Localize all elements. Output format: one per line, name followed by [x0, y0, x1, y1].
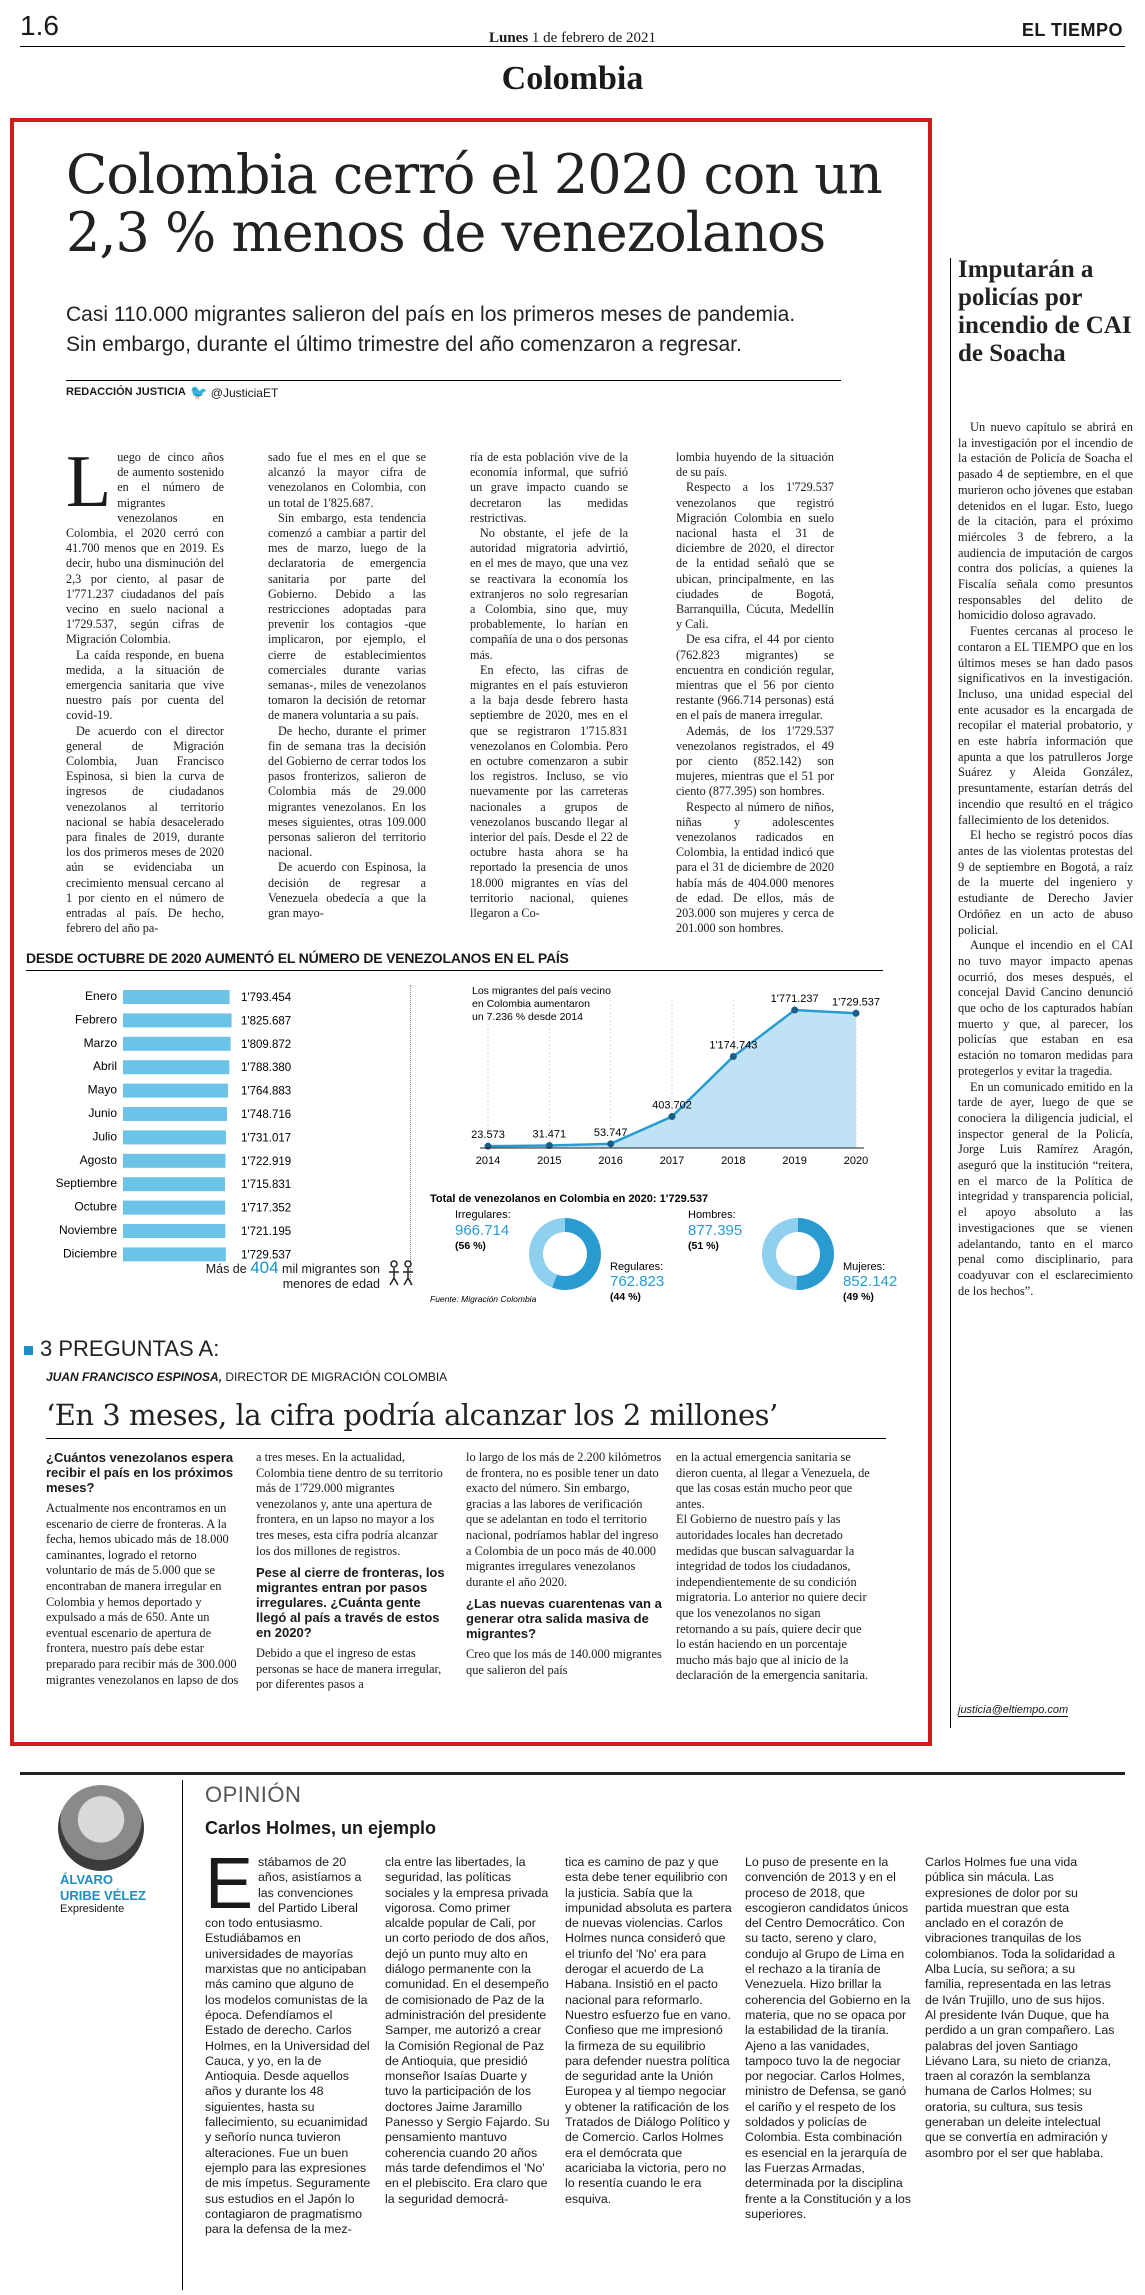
minors-number: 404: [250, 1258, 279, 1277]
opinion-text: Lo puso de presente en la convención de 2013 y en el proceso de 2018, que escogieron candidatos únicos del Centro Democrático. Con su tacto, sereno y claro, condujo al Grupo de Lima en el rechazo a la tiranía de Venezuela. Hizo brillar la coherencia del Gobierno en la materia, que no se opaca por la estabilidad de la tiranía. Ajeno a las vanidades, tampoco tuvo la de negociar por negociar. Carlos Holmes, ministro de Defensa, se ganó el cariño y el respeto de los soldados y policías de Colombia. Esta combinación es esencial en la jerarquía de las Fuerzas Armadas, determinada por la disciplina frente a la Constitución y a los superiores.: [745, 1855, 911, 2221]
infographic-divider: [410, 985, 411, 1285]
bar-marzo: [123, 1037, 231, 1051]
infographic-rule: [26, 970, 883, 971]
sidebar-rule: [950, 258, 951, 1728]
donut-slice: [762, 1218, 798, 1290]
opinion-dropcap: E: [205, 1844, 254, 1924]
children-icon: [386, 1258, 416, 1288]
bar-category-label: Noviembre: [58, 1223, 117, 1237]
donut-pct: (56 %): [455, 1240, 486, 1252]
bar-value-label: 1'731.017: [241, 1132, 292, 1145]
author-last-name: URIBE VÉLEZ: [60, 1888, 146, 1903]
line-chart-note: en Colombia aumentaron: [472, 998, 590, 1010]
article-paragraph: Respecto al número de niños, niñas y adolescentes venezolanos radicados en Colombia, la entidad indicó que para el 31 de diciembre de 2020 había más de 404.000 menores de edad. De ellos, más de 203.000 son mujeres y cerca de 201.000 son hombres.: [676, 799, 834, 936]
source-note: Fuente: Migración Colombia: [430, 1294, 537, 1304]
page-number: 1.6: [20, 10, 59, 41]
point-value-label: 31.471: [532, 1128, 567, 1141]
bar-value-label: 1'748.716: [241, 1109, 292, 1121]
donut-pct: (44 %): [610, 1291, 641, 1303]
x-tick-label: 2017: [659, 1155, 685, 1167]
opinion-rule: [20, 1772, 1125, 1775]
byline: REDACCIÓN JUSTICIA: [66, 386, 186, 398]
interview-question: Pese al cierre de fronteras, los migrantes entran por pasos irregulares. ¿Cuánta gente llegó al país a través de estos en 2020?: [256, 1565, 445, 1641]
bar-agosto: [123, 1154, 225, 1168]
article-paragraph: Respecto a los 1'729.537 venezolanos que registró Migración Colombia en suelo nacional hasta el 31 de diciembre de 2020, el director de la entidad señaló que se ubican, principalmente, en las ciudades de Bogotá, Barranquilla, Cúcuta, Medellín y Cali.: [676, 480, 834, 632]
opinion-column-5: [925, 1855, 1115, 2161]
opinion-text: cla entre las libertades, la seguridad, las políticas sociales y la empresa privada vigorosa. Como primer alcalde popular de Cali, por un corto periodo de dos años, dejó un punto muy alto en diálogo permanente con la comunidad. En el desempeño de comisionado de Paz de la administración del presidente Samper, me autorizó a crear la Comisión Regional de Paz de Antioquia, que presidió monseñor Isaías Duarte y tuvo la participación de los doctores Jaime Jaramillo Panesso y Sergio Fajardo. Su pensamiento mantuvo coherencia cuando 20 años más tarde defendimos el 'No' en el plebiscito. Era claro que la seguridad democrá-: [385, 1855, 550, 2206]
x-tick-label: 2018: [721, 1155, 746, 1167]
interview-person: [46, 1370, 447, 1384]
interview-column-1: [46, 1450, 242, 1694]
data-point: [669, 1113, 676, 1120]
author-avatar: [58, 1785, 144, 1871]
minors-note: [160, 1260, 380, 1292]
bar-abril: [123, 1060, 229, 1074]
opinion-text: tica es camino de paz y que esta debe tener equilibrio con la justicia. Sabía que la impunidad absoluta es partera de nuevas violencias. Carlos Holmes nunca consideró que el triunfo del 'No' era para derogar el acuerdo de La Habana. Insistió en el pacto nacional para reformarlo. Nuestro esfuerzo fue en vano. Confieso que me impresionó la firmeza de su equilibrio para defender nuestra política de seguridad ante la Unión Europea y al tiempo negociar y obtener la ratificación de los Tratados de Diálogo Político y de Comercio. Carlos Holmes era el demócrata que acariciaba la victoria, pero no lo resentía cuando le era esquiva.: [565, 1855, 732, 2206]
donut-slice: [796, 1218, 834, 1290]
donut-pct: (49 %): [843, 1291, 874, 1303]
brand-logo: EL TIEMPO: [1021, 20, 1123, 40]
header-rule: [20, 46, 1125, 47]
donut-pct: (51 %): [688, 1240, 719, 1252]
interview-answer: lo largo de los más de 2.200 kilómetros de frontera, no es posible tener un dato exacto del número. Sin embargo, gracias a las labores de verificación que se adelantan en todo el territorio nacional, podríamos hablar del ingreso a Colombia de un poco más de 40.000 migrantes irregulares venezolanos durante el año 2020.: [466, 1450, 662, 1589]
section-title: Colombia: [501, 60, 644, 97]
sidebar-email-link[interactable]: justicia@eltiempo.com: [958, 1704, 1069, 1716]
sidebar-paragraph: Aunque el incendio en el CAI no tuvo mayor impacto apenas ocurrió, dos meses después, el concejal David Cancino denunció que ocho de los capturados habían muerto y que, al parecer, los policías que estaban en esa estación no tomaron medidas para protegerlos y evitar la tragedia.: [958, 938, 1133, 1078]
interview-answer: Creo que los más de 140.000 migrantes que salieron del país: [466, 1647, 662, 1677]
bar-noviembre: [123, 1224, 225, 1238]
interviewee-role: DIRECTOR DE MIGRACIÓN COLOMBIA: [222, 1370, 448, 1384]
bar-mayo: [123, 1084, 228, 1098]
sidebar-paragraph: Un nuevo capítulo se abrirá en la investigación por el incendio de la estación de Policía de Soacha el pasado 4 de septiembre, en el que murieron ocho jóvenes que estaban detenidos en el lugar. Esto, luego de la citación, para el próximo miércoles 3 de febrero, a la audiencia de imputación de cargos contra dos policías, a quienes la Fiscalía señala como presuntos responsables del delito de homicidio doloso agravado.: [958, 420, 1133, 623]
article-column-3: [470, 450, 628, 921]
article-paragraph: De acuerdo con Espinosa, la decisión de regresar a Venezuela obedecía a que la gran mayo-: [268, 860, 426, 921]
point-value-label: 403.702: [652, 1099, 692, 1112]
bar-value-label: 1'764.883: [241, 1085, 292, 1098]
opinion-column-2: [385, 1855, 553, 2207]
point-value-label: 23.573: [471, 1129, 505, 1142]
x-tick-label: 2019: [782, 1155, 807, 1167]
bar-value-label: 1'729.537: [241, 1249, 292, 1262]
bar-category-label: Junio: [88, 1106, 117, 1120]
line-chart-note: Los migrantes del país vecino: [472, 985, 611, 997]
bar-value-label: 1'825.687: [241, 1015, 292, 1028]
bar-value-label: 1'788.380: [241, 1062, 292, 1075]
interview-title: 3 PREGUNTAS A:: [40, 1336, 220, 1361]
sidebar-body: [958, 420, 1133, 1299]
bar-category-label: Julio: [92, 1129, 117, 1144]
sidebar-paragraph: Fuentes cercanas al proceso le contaron a EL TIEMPO que en los últimos meses se han dado pasos significativos en la investigación. Incluso, una unidad especial del ente acusador es la encargada de recopilar el material probatorio, y en este habría información que apunta a que los patrulleros Jorge Suárez y Aleida González, presuntamente, estarían detrás del incendio que resultó en el trágico fallecimiento de los detenidos.: [958, 624, 1133, 827]
interview-answer: en la actual emergencia sanitaria se dieron cuenta, al llegar a Venezuela, de que las cosas están mucho peor que antes.: [676, 1450, 870, 1511]
donut-title: Total de venezolanos en Colombia en 2020: 1'729.537: [430, 1193, 709, 1205]
bar-category-label: Diciembre: [62, 1246, 117, 1261]
article-paragraph: Además, de los 1'729.537 venezolanos registrados, el 49 por ciento (852.142) son mujeres, mientras que el 51 por ciento (877.395) son hombres.: [676, 723, 834, 799]
article-paragraph: De hecho, durante el primer fin de semana tras la decisión del Gobierno de cerrar todos los pasos fronterizos, salieron de Colombia más de 29.000 migrantes venezolanos. En los meses siguientes, otras 109.000 personas salieron del territorio nacional.: [268, 723, 426, 860]
twitter-handle[interactable]: [190, 384, 278, 401]
point-value-label: 1'174.743: [709, 1039, 758, 1052]
interview-column-4: [676, 1450, 872, 1690]
point-value-label: 1'729.537: [832, 996, 880, 1009]
article-column-2: [268, 450, 426, 921]
yearly-area-chart: [420, 976, 890, 1186]
article-column-1: [66, 441, 224, 937]
subhead-line-1: Casi 110.000 migrantes salieron del país en los primeros meses de pandemia.: [66, 303, 796, 326]
interview-answer: Actualmente nos encontramos en un escenario de cierre de fronteras. A la fecha, hemos ubicado más de 18.000 caminantes, logrado el retorno voluntario de más de 5.000 que se encontraban de manera irregular en Colombia y hemos deportado y expulsado a más de 650. Ante un eventual escenario de apertura de frontera, nuestro país debe estar preparado para recibir más de 300.000 migrantes venezolanos en lapso de dos: [46, 1501, 239, 1687]
minors-note-pre: Más de: [205, 1262, 251, 1276]
infographic-title: DESDE OCTUBRE DE 2020 AUMENTÓ EL NÚMERO DE VENEZOLANOS EN EL PAÍS: [26, 950, 569, 966]
opinion-column-3: [565, 1855, 733, 2207]
bar-value-label: 1'717.352: [241, 1202, 292, 1215]
interviewee-name: JUAN FRANCISCO ESPINOSA,: [46, 1370, 223, 1384]
interview-question: ¿Cuántos venezolanos espera recibir el país en los próximos meses?: [46, 1450, 234, 1495]
bar-value-label: 1'809.872: [241, 1038, 292, 1051]
bar-category-label: Agosto: [79, 1152, 117, 1167]
opinion-title: Carlos Holmes, un ejemplo: [205, 1818, 437, 1838]
x-tick-label: 2016: [598, 1155, 623, 1167]
author-role: Expresidente: [60, 1903, 125, 1915]
donut-value: 966.714: [455, 1222, 510, 1239]
article-paragraph: En efecto, las cifras de migrantes en el país estuvieron a la baja desde febrero hasta septiembre de 2020, mes en el que se registraron 1'715.831 venezolanos en Colombia. Pero en octubre comenzaron a subir los registros. Incluso, se vio nuevamente por las carreteras nacionales a grupos de venezolanos buscando llegar al interior del país. Desde el 22 de octubre hasta ahora se ha reportado la presencia de unos 18.000 migrantes en vías del territorio nacional, quienes llegaron a Co-: [470, 662, 628, 921]
twitter-handle-text: @JusticiaET: [210, 386, 279, 400]
donut-label: Hombres:: [688, 1209, 736, 1221]
interview-quote: ‘En 3 meses, la cifra podría alcanzar los 2 millones’: [46, 1398, 778, 1432]
x-tick-label: 2015: [537, 1155, 562, 1167]
sidebar-paragraph: El hecho se registró pocos días antes de las violentas protestas del 9 de septiembre en Bogotá, a raíz de la muerte del ingeniero y estudiante de Derecho Javier Ordóñez en un acto de abuso policial.: [958, 828, 1133, 937]
bar-value-label: 1'721.195: [241, 1226, 292, 1238]
twitter-icon: 🐦: [190, 384, 208, 400]
minors-note-post: mil migrantes son menores de edad: [278, 1262, 380, 1291]
interview-column-3: [466, 1450, 662, 1685]
bar-category-label: Septiembre: [55, 1176, 117, 1191]
interview-answer: Debido a que el ingreso de estas personas se hace de manera irregular, por diferentes pasos a: [256, 1646, 442, 1692]
bar-febrero: [123, 1013, 232, 1027]
date-day: Lunes: [488, 30, 529, 46]
article-paragraph: lombia huyendo de la situación de su país.: [676, 450, 834, 480]
byline-rule: [66, 380, 841, 381]
data-point: [607, 1140, 614, 1147]
donut-charts: [420, 1190, 898, 1310]
monthly-bar-chart: [26, 976, 406, 1276]
opinion-column-1: [205, 1844, 373, 2237]
interview-column-2: [256, 1450, 452, 1699]
bar-value-label: 1'722.919: [241, 1155, 292, 1168]
bar-category-label: Febrero: [74, 1012, 117, 1027]
bar-octubre: [123, 1201, 225, 1215]
interview-answer: a tres meses. En la actualidad, Colombia tiene dentro de su territorio más de 1'729.000 migrantes venezolanos y, ante una apertura de frontera, en un lapso no mayor a los tres meses, esta cifra podría alcanzar los dos millones de registros.: [256, 1450, 443, 1558]
bar-septiembre: [123, 1177, 225, 1191]
point-value-label: 1'771.237: [770, 993, 819, 1006]
x-tick-label: 2014: [475, 1155, 501, 1167]
article-paragraph: La caída responde, en buena medida, a la situación de emergencia sanitaria que vive nuestro país por cuenta del covid-19.: [66, 647, 224, 723]
area-fill: [488, 1010, 856, 1148]
data-point: [485, 1143, 492, 1150]
opinion-label: OPINIÓN: [205, 1782, 302, 1807]
bar-value-label: 1'793.454: [241, 992, 292, 1004]
line-chart-note: un 7.236 % desde 2014: [472, 1011, 583, 1023]
author-first-name: ÁLVARO: [60, 1872, 113, 1887]
bar-julio: [123, 1130, 226, 1144]
interview-question: ¿Las nuevas cuarentenas van a generar otra salida masiva de migrantes?: [466, 1596, 662, 1642]
donut-value: 852.142: [843, 1273, 898, 1290]
article-column-4: [676, 450, 834, 937]
bar-junio: [123, 1107, 227, 1121]
x-tick-label: 2020: [843, 1155, 869, 1167]
article-headline: [66, 143, 886, 264]
article-paragraph: Sin embargo, esta tendencia comenzó a cambiar a partir del mes de marzo, luego de la declaratoria de emergencia sanitaria por parte del Gobierno. Debido a las restricciones adoptadas para prevenir los contagios -que implicaron, por ejemplo, el cierre de establecimientos comerciales durante varias semanas-, miles de venezolanos tomaron la decisión de retornar de manera voluntaria a su país.: [268, 510, 426, 723]
article-paragraph: De acuerdo con el director general de Migración Colombia, Juan Francisco Espinosa, si bien la curva de ingresos de ciudadanos venezolanos al territorio nacional se había desacelerado para finales de 2019, durante los dos primeros meses de 2020 aún se evidenciaba un crecimiento mensual cercano al 1 por ciento en el número de entradas al país. De hecho, febrero del año pa-: [66, 723, 224, 936]
bar-value-label: 1'715.831: [241, 1179, 292, 1192]
author-name: [60, 1872, 146, 1904]
donut-label: Mujeres:: [843, 1261, 886, 1273]
opinion-text: stábamos de 20 años, asistíamos a las convenciones del Partido Liberal con todo entusiasmo. Estudiábamos en universidades de mayorías marxistas que no anticipaban más camino que alguno de los modelos comunistas de la época. Defendíamos el Estado de derecho. Carlos Holmes, en la Universidad del Cauca, y yo, en la de Antioquia. Desde aquellos años y durante los 48 siguientes, hasta su fallecimiento, su ecuanimidad y señorío nunca tuvieron alteraciones. Fue un buen ejemplo para las expresiones de mis ímpetus. Seguramente sus estudios en el Japón lo contagiaron de pragmatismo para la defensa de la mez-: [205, 1855, 371, 2237]
dropcap: L: [66, 441, 112, 523]
data-point: [730, 1053, 737, 1060]
data-point: [791, 1007, 798, 1014]
article-paragraph: No obstante, el jefe de la autoridad migratoria advirtió, en el mes de mayo, que una vez se reactivara la economía los extranjeros no solo regresarían a Colombia, sino que, muy probablemente, lo harían en compañía de una o dos personas más.: [470, 526, 628, 662]
article-paragraph: uego de cinco años de aumento sostenido en el número de migrantes venezolanos en Colombia, el 2020 cerró con 41.700 menos que en 2019. Es decir, hubo una disminución del 2,3 por ciento, al pasar de 1'771.237 ciudadanos del país vecino en suelo nacional a 1'729.537, según cifras de Migración Colombia.: [66, 450, 224, 647]
headline-line-2: 2,3 % menos de venezolanos: [66, 201, 826, 264]
bar-category-label: Mayo: [87, 1082, 117, 1097]
donut-value: 877.395: [688, 1222, 743, 1239]
dateline: [0, 30, 1145, 47]
opinion-text: Carlos Holmes fue una vida pública sin mácula. Las expresiones de dolor por su partida muestran que esta anclado en el corazón de vibraciones tranquilas de los colombianos. Toda la solidaridad a Alba Lucía, su señora; a su familia, representada en las letras de Iván Trujillo, uno de sus hijos. Al presidente Iván Duque, que ha perdido a un gran compañero. Las palabras del joven Santiago Liévano Lara, su nieto de crianza, traen al corazón la semblanza humana de Carlos Holmes; su oratoria, su cultura, sus tesis generaban un deleite intelectual que se convertía en admiración y asombro por el ser que hablaba.: [925, 1855, 1115, 2160]
bar-category-label: Abril: [92, 1059, 117, 1074]
section-marker-icon: [24, 1346, 33, 1355]
bar-category-label: Enero: [84, 989, 117, 1003]
article-subhead: [66, 300, 886, 360]
sidebar-headline: Imputarán a policías por incendio de CAI de Soacha: [958, 256, 1132, 367]
headline-line-1: Colombia cerró el 2020 con un: [66, 143, 882, 206]
interview-answer: El Gobierno de nuestro país y las autoridades locales han decretado medidas que buscan salvaguardar la integridad de todos los ciudadanos, independientemente de su condición migratoria. Lo anterior no quiere decir que los venezolanos no sigan retornando a su país, quiere decir que lo están haciendo en un porcentaje mucho más bajo que al inicio de la declaración de la emergencia sanitaria.: [676, 1512, 869, 1683]
article-paragraph: De esa cifra, el 44 por ciento (762.823 migrantes) se encuentra en condición regular, mientras que el 56 por ciento restante (966.714 personas) está en el país de manera irregular.: [676, 632, 834, 723]
donut-label: Irregulares:: [455, 1209, 511, 1221]
point-value-label: 53.747: [593, 1126, 628, 1139]
interview-rule: [46, 1438, 886, 1439]
subhead-line-2: Sin embargo, durante el último trimestre del año comenzaron a regresar.: [66, 333, 742, 356]
article-paragraph: sado fue el mes en el que se alcanzó la mayor cifra de venezolanos en Colombia, con un total de 1'825.687.: [268, 450, 426, 510]
sidebar-paragraph: En un comunicado emitido en la tarde de ayer, luego de que se conociera la diligencia judicial, el inspector general de la Policía, Jorge Luis Ramírez Aragón, aseguró que la institución “reitera, en el marco de la Política de integridad y transparencia policial, el apoyo absoluto a las investigaciones que se vienen adelantando, tanto en el marco penal como disciplinario, para coadyuvar con el esclarecimiento de los hechos”.: [958, 1079, 1133, 1298]
bar-enero: [123, 990, 230, 1004]
data-point: [853, 1010, 860, 1017]
opinion-divider: [182, 1780, 183, 2290]
date-rest: 1 de febrero de 2021: [531, 30, 657, 46]
donut-value: 762.823: [610, 1273, 665, 1290]
article-paragraph: ría de esta población vive de la economía informal, que sufrió un grave impacto cuando se decretaron las medidas restrictivas.: [470, 450, 628, 525]
opinion-column-4: [745, 1855, 913, 2222]
donut-label: Regulares:: [610, 1261, 664, 1273]
bar-category-label: Octubre: [74, 1199, 117, 1214]
bar-category-label: Marzo: [83, 1035, 117, 1050]
